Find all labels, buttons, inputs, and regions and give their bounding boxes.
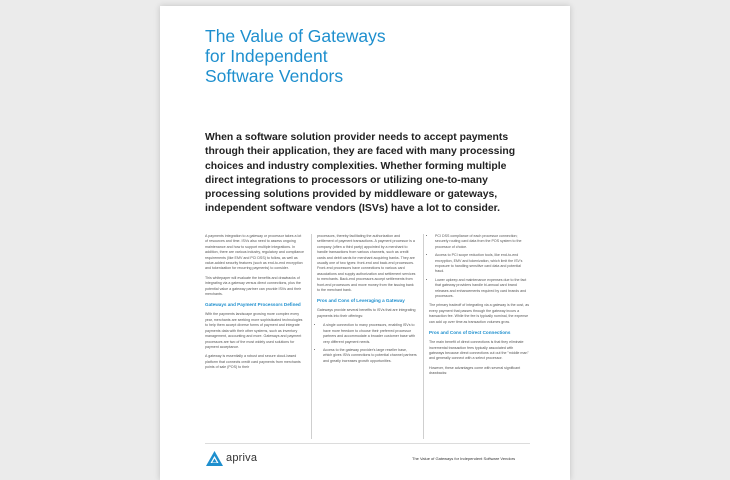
list-item: • A single connection to many processors, enabling ISVs to have more freedom to choose their preferred processor partners and accommodate a broader customer base with very different payment needs.: [323, 323, 417, 345]
column-divider: [423, 234, 424, 439]
footer-divider: [205, 443, 530, 444]
apriva-logo: [206, 449, 257, 467]
title-line-2: for Independent: [205, 46, 328, 66]
intro-paragraph: When a software solution provider needs to accept payments through their application, they are faced with many processing choices and industry complexities. Whether forming multiple direct integrations to processors or utilizing one-to-many processing solutions provided by middleware or gateways, independent software vendors (ISVs) have a lot to consider.: [205, 132, 516, 215]
paragraph: A payments integration to a gateway or processor takes a lot of resources and time. ISVs also need to assess ongoing maintenance and how to support multiple integrations. In addition, there are various industry, regulatory and compliance requirements (like EMV and PCI DSS) to follow, as well as value-added security features (such as end-to-end encryption and tokenization for recurring payments) to consider.: [205, 234, 305, 271]
title-line-3: Software Vendors: [205, 66, 344, 86]
paragraph: However, these advantages come with several significant drawbacks:: [429, 365, 521, 376]
bullet-list: [429, 234, 529, 299]
column-divider: [311, 234, 312, 439]
footer-document-title: The Value of Gateways for Independent Software Vendors: [412, 456, 516, 461]
list-item: • Access to the gateway provider's large reseller base, which gives ISVs connections to potential channel partners and greatly increases growth opportunities.: [323, 348, 417, 364]
column-2: [317, 234, 417, 368]
bullet-list: [317, 323, 417, 364]
paragraph: This whitepaper will evaluate the benefits and drawbacks of integrating via a gateway versus direct connections, plus the potential value a gateway partner can provide ISVs and their merchants.: [205, 275, 302, 297]
paragraph: Gateways provide several benefits to ISVs that are integrating payments into their offerings:: [317, 308, 416, 318]
column-1: [205, 234, 305, 375]
paragraph: processors, thereby facilitating the authorization and settlement of payment transactions. A payment processor is a company (often a third party) appointed by a merchant to handle transactions from various channels, such as credit cards and debit cards for merchant acquiring banks. They are usually one of two types: front-end and back-end processors. Front-end processors have connections to various card associations and supply authorization and settlement services to merchants. Back-end processors accept settlements from front-end processors and move money from the issuing bank to the merchant bank.: [317, 234, 416, 293]
logo-wordmark: apriva: [226, 452, 258, 464]
document-title: [205, 26, 505, 86]
paragraph: The main benefit of direct connections is that they eliminate incremental transaction fees typically associated with gateways because direct connections cut out the "middle man" and generally connect with a select processor.: [429, 340, 529, 361]
document-page: [160, 6, 570, 480]
list-item: • PCI DSS compliance of each processor connection; securely routing card data from the POS system to the processor of choice.: [435, 234, 529, 250]
section-heading: Pros and Cons of Leveraging a Gateway: [317, 298, 405, 304]
body-columns: [205, 234, 530, 434]
apriva-logo-icon: [206, 451, 223, 466]
list-item: • Access to PCI scope reduction tools, like end-to-end encryption, EMV and tokenization, which limit the ISV's exposure to handling sensitive card data and potential fraud.: [435, 253, 529, 275]
paragraph: A gateway is essentially a robust and secure cloud-based platform that connects credit card payments from merchants points of sale (POS) to their: [205, 354, 301, 370]
paragraph: With the payments landscape growing more complex every year, merchants are seeking more sophisticated technologies to help them accept diverse forms of payment and integrate payments data with their other systems, such as inventory management, accounting and more. Gateways and payment processors are two of the most widely used solutions for payment acceptance.: [205, 312, 303, 349]
column-3: [429, 234, 529, 381]
list-item: • Lower upkeep and maintenance expenses due to the fact that gateway providers handle bi-annual card brand releases and enhancements required by card brands and processors.: [435, 278, 529, 300]
title-line-1: The Value of Gateways: [205, 26, 386, 46]
paragraph: The primary tradeoff of integrating via a gateway is the cost, as every payment that passes through the gateway incurs a transaction fee. While the fee is typically nominal, the expense can add up over time as transaction volumes grow.: [429, 303, 530, 324]
section-heading: Pros and Cons of Direct Connections: [429, 330, 511, 336]
section-heading: Gateways and Payment Processors Defined: [205, 302, 301, 308]
